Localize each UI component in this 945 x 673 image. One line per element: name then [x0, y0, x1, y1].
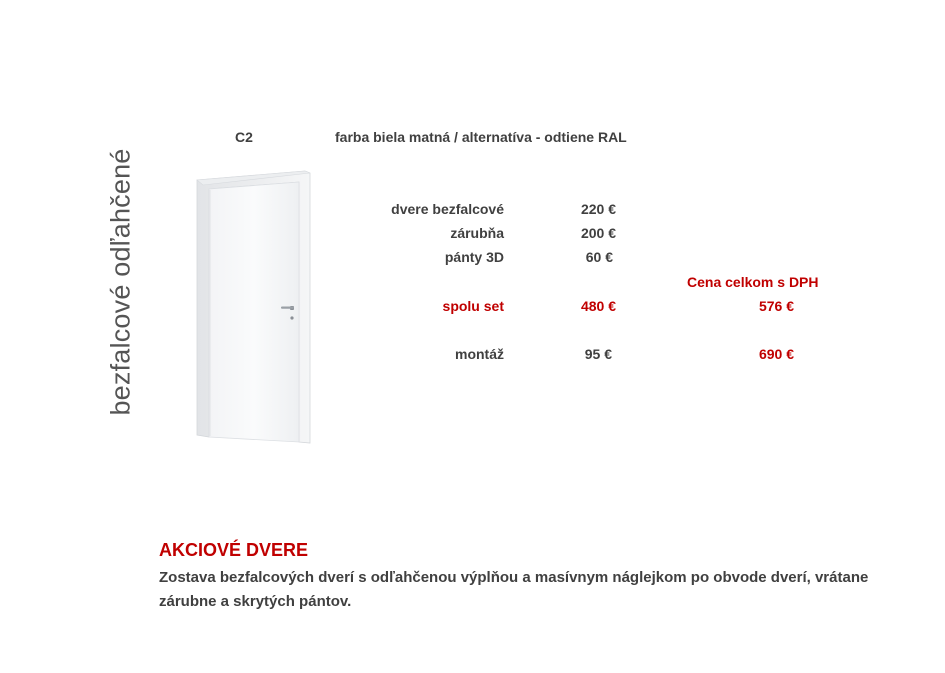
price-value-install: 95 € — [584, 346, 612, 362]
price-value-set: 480 € — [580, 298, 616, 314]
promo-description: Zostava bezfalcových dverí s odľahčenou výplňou a masívnym náglejkom po obvode dverí, vrátane zárubne a skrytých pántov. — [159, 569, 869, 610]
price-value-hinges: 60 € — [585, 249, 613, 265]
total-vat-header: Cena celkom s DPH — [687, 274, 819, 290]
total-vat-install: 690 € — [758, 346, 794, 362]
price-label-frame: zárubňa — [450, 225, 504, 241]
price-label-hinges: pánty 3D — [444, 249, 504, 265]
door-leaf — [209, 182, 299, 442]
color-note: farba biela matná / alternatíva - odtiene RAL — [335, 129, 627, 145]
price-value-frame: 200 € — [580, 225, 616, 241]
price-label-install: montáž — [455, 346, 504, 362]
price-value-door: 220 € — [580, 201, 616, 217]
door-image — [193, 163, 318, 445]
model-code: C2 — [235, 129, 253, 145]
promo-title: AKCIOVÉ DVERE — [159, 540, 309, 560]
price-label-set: spolu set — [442, 298, 504, 314]
price-label-door: dvere bezfalcové — [391, 201, 504, 217]
vertical-product-title: bezfalcové odľahčené — [105, 148, 136, 416]
total-vat-set: 576 € — [758, 298, 794, 314]
